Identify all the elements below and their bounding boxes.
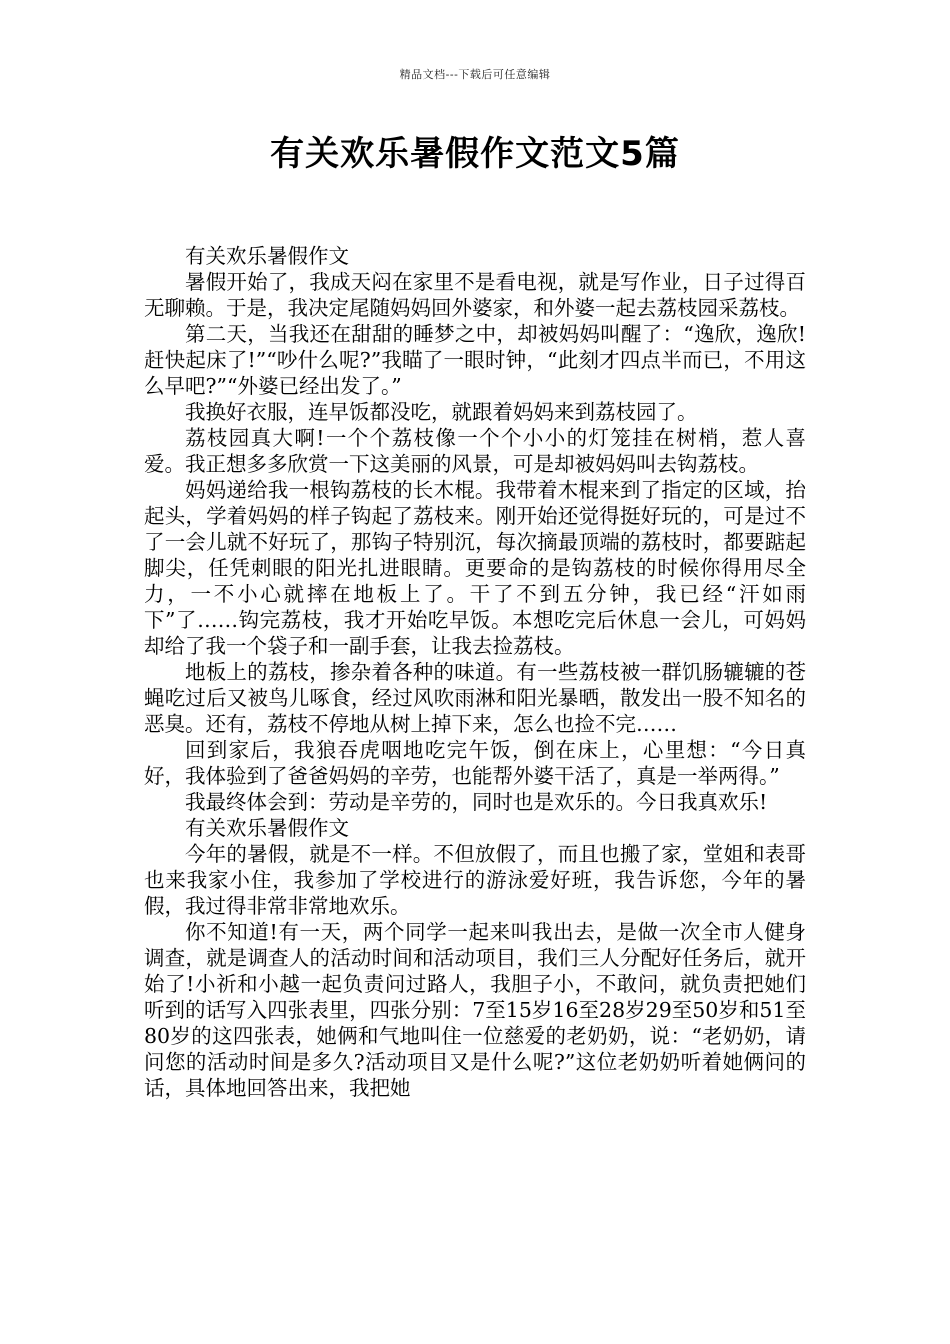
paragraph: 我换好衣服，连早饭都没吃，就跟着妈妈来到荔枝园了。	[185, 400, 698, 424]
paragraph: 妈妈递给我一根钩荔枝的长木棍。我带着木棍来到了指定的区域，抬起头，学着妈妈的样子钩起了荔枝来。刚开始还觉得挺好玩的，可是过不了一会儿就不好玩了，那钩子特别沉，每次摘最顶端的荔枝时，都要踮起脚尖，任凭刺眼的阳光扎进眼睛。更要命的是钩荔枝的时候你得用尽全力，一不小心就摔在地板上了。干了不到五分钟，我已经“汗如雨下”了……钩完荔枝，我才开始吃早饭。本想吃完后休息一会儿，可妈妈却给了我一个袋子和一副手套，让我去捡荔枝。	[144, 478, 806, 658]
paragraph: 回到家后，我狼吞虎咽地吃完午饭，倒在床上，心里想：“今日真好，我体验到了爸爸妈妈的辛劳，也能帮外婆干活了，真是一举两得。”	[144, 738, 806, 788]
paragraph: 荔枝园真大啊!一个个荔枝像一个个小小的灯笼挂在树梢，惹人喜爱。我正想多多欣赏一下这美丽的风景，可是却被妈妈叫去钩荔枝。	[144, 426, 806, 476]
paragraph: 今年的暑假，就是不一样。不但放假了，而且也搬了家，堂姐和表哥也来我家小住，我参加了学校进行的游泳爱好班，我告诉您，今年的暑假，我过得非常非常地欢乐。	[144, 842, 806, 918]
paragraph: 地板上的荔枝，掺杂着各种的味道。有一些荔枝被一群饥肠辘辘的苍蝇吃过后又被鸟儿啄食，经过风吹雨淋和阳光暴晒，散发出一股不知名的恶臭。还有，荔枝不停地从树上掉下来，怎么也捡不完……	[144, 660, 806, 736]
paragraph: 第二天，当我还在甜甜的睡梦之中，却被妈妈叫醒了：“逸欣，逸欣!赶快起床了!”“吵什么呢?”我瞄了一眼时钟，“此刻才四点半而已，不用这么早吧?”“外婆已经出发了。”	[144, 322, 806, 398]
paragraph: 我最终体会到：劳动是辛劳的，同时也是欢乐的。今日我真欢乐!	[185, 790, 768, 814]
paragraph: 暑假开始了，我成天闷在家里不是看电视，就是写作业，日子过得百无聊赖。于是，我决定尾随妈妈回外婆家，和外婆一起去荔枝园采荔枝。	[144, 270, 806, 320]
header-note: 精品文档---下载后可任意编辑	[399, 68, 551, 81]
document-title: 有关欢乐暑假作文范文5篇	[270, 134, 680, 174]
paragraph: 你不知道!有一天，两个同学一起来叫我出去，是做一次全市人健身调查，就是调查人的活动时间和活动项目，我们三人分配好任务后，就开始了!小祈和小越一起负责问过路人，我胆子小，不敢问，就负责把她们听到的话写入四张表里，四张分别：7至15岁16至28岁29至50岁和51至80岁的这四张表，她俩和气地叫住一位慈爱的老奶奶，说：“老奶奶，请问您的活动时间是多久?活动项目又是什么呢?”这位老奶奶听着她俩问的话，具体地回答出来，我把她	[144, 920, 806, 1100]
section-heading-2: 有关欢乐暑假作文	[185, 816, 349, 840]
section-heading-1: 有关欢乐暑假作文	[185, 244, 349, 268]
document-body	[144, 243, 806, 1101]
